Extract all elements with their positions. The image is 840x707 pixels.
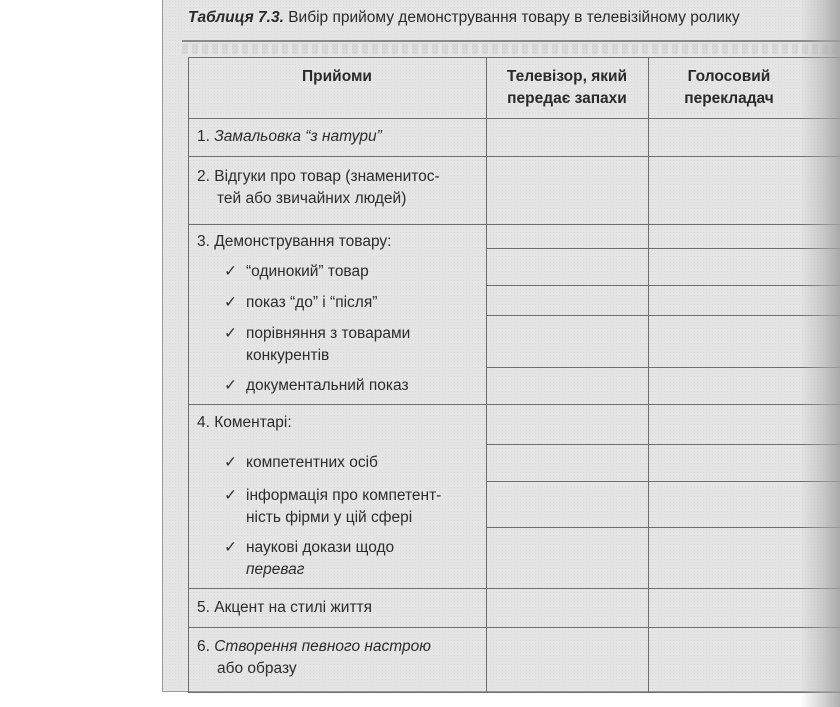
row-divider [188,588,840,589]
row-3-item: ✓ показ “до” і “після” [224,292,377,314]
row-3-item: ✓ документальний показ [224,375,409,397]
checkmark-icon: ✓ [224,377,237,394]
subrow-divider [486,285,840,286]
table-border-bottom [188,692,840,693]
row-divider [188,627,840,628]
row-4-item: ✓ наукові докази щодо переваг [224,539,395,578]
row-divider [188,156,840,157]
header-techniques: Прийоми [302,68,372,85]
subrow-divider [486,527,840,528]
row-4-item: ✓ компетентних осіб [224,452,378,474]
row-5-technique: 5. Акцент на стилі життя [197,599,373,616]
table-border-top [188,57,840,58]
table-border-left [188,57,189,693]
row-3-item: ✓ “одинокий” товар [224,261,369,283]
checkmark-icon: ✓ [224,325,237,342]
subrow-divider [486,315,840,316]
header-voice-translator: Голосовий перекладач [684,68,774,107]
row-3-item: ✓ порівняння з товарами конкурентів [224,325,411,364]
checkmark-icon: ✓ [224,294,237,311]
checkmark-icon: ✓ [224,487,237,504]
subrow-divider [486,481,840,482]
row-4-heading: 4. Коментарі: [197,414,292,431]
caption-rule [182,40,840,42]
subrow-divider [486,444,840,445]
row-divider [188,224,840,225]
caption-text: Вибір прийому демонстрування товару в телевізійному ролику [283,9,740,26]
checkmark-icon: ✓ [224,263,237,280]
checkmark-icon: ✓ [224,454,237,471]
row-3-heading: 3. Демонстрування товару: [197,233,392,250]
row-6-technique: 6. Створення певного настрою або образу [197,638,431,677]
header-divider [188,118,840,119]
subrow-divider [486,248,840,249]
subrow-divider [486,367,840,368]
header-smell-tv: Телевізор, який передає запахи [506,68,628,107]
row-2-technique: 2. Відгуки про товар (знаменитос- тей або звичайних людей) [197,168,440,207]
checkmark-icon: ✓ [224,539,237,556]
row-divider [188,404,840,405]
column-divider [648,57,649,693]
row-1-technique: 1. Замальовка “з натури” [197,128,382,145]
page-left-edge [162,0,163,692]
row-4-item: ✓ інформація про компетент- ність фірми у цій сфері [224,487,442,526]
column-divider [486,57,487,693]
bleed-through-text [182,44,840,54]
table-caption [188,9,838,33]
caption-label: Таблиця 7.3. [188,9,284,26]
